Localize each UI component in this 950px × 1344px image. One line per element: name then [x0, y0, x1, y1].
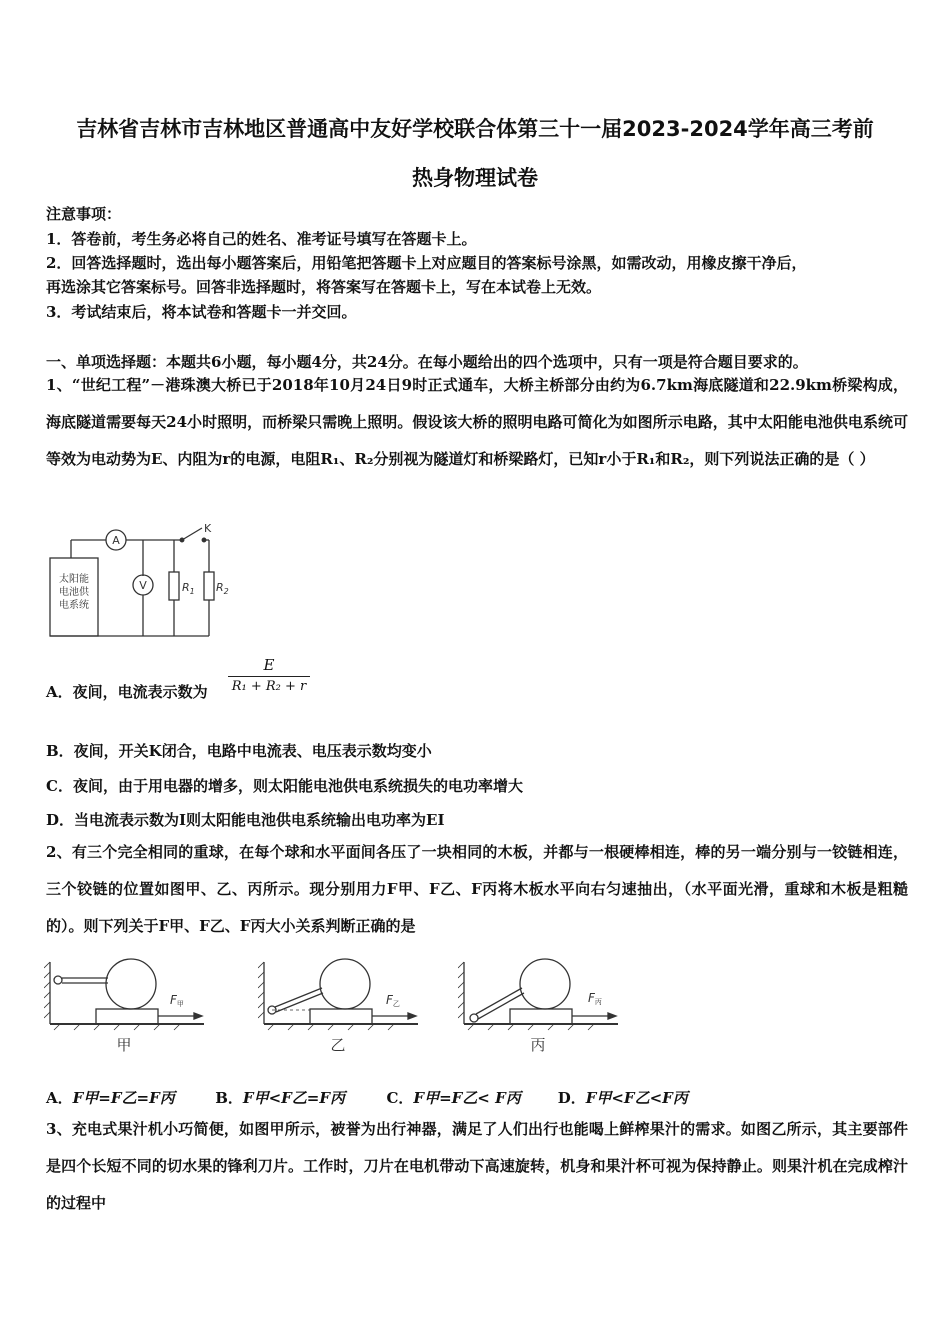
q1-option-c: C．夜间，由于用电器的增多，则太阳能电池供电系统损失的电功率增大	[46, 777, 523, 795]
hinge-icon	[470, 1014, 478, 1022]
notice-item: 1．答卷前，考生务必将自己的姓名、准考证号填写在答题卡上。	[46, 230, 477, 248]
solar-label-line: 电池供	[59, 587, 89, 598]
svg-text:V: V	[139, 579, 147, 592]
ball-icon	[106, 959, 156, 1009]
q2-figure-yi	[258, 958, 428, 1058]
q2-options	[46, 1087, 688, 1108]
exam-title-line2: 热身物理试卷	[412, 166, 538, 190]
switch-k-icon	[182, 528, 202, 540]
exam-title-line1: 吉林省吉林市吉林地区普通高中友好学校联合体第三十一届2023-2024学年高三考前	[76, 117, 874, 141]
q1-option-d: D．当电流表示数为I则太阳能电池供电系统输出电功率为EI	[46, 811, 445, 829]
board-icon	[510, 1009, 572, 1024]
ball-icon	[320, 959, 370, 1009]
board-icon	[310, 1009, 372, 1024]
hinge-icon	[54, 976, 62, 984]
solar-label-line: 电系统	[59, 600, 89, 611]
section-heading: 一、单项选择题：本题共6小题，每小题4分，共24分。在每小题给出的四个选项中，只有一项是符合题目要求的。	[46, 353, 808, 371]
q2-option-d: D．F甲<F乙<F丙	[557, 1089, 688, 1107]
solar-label-line: 太阳能	[59, 574, 89, 585]
q2-figure-bing	[458, 958, 628, 1058]
q1-option-a-fraction: E R₁ + R₂ + r	[228, 656, 310, 694]
question-2-stem: 2、有三个完全相同的重球，在每个球和水平面间各压了一块相同的木板，并都与一根硬棒相连，棒的另一端分别与一铰链相连，三个铰链的位置如图甲、乙、丙所示。现分别用力F甲、F乙、F丙将木板水平向右匀速抽出，（水平面光滑，重球和木板是粗糙的）。则下列关于F甲、F乙、F丙大小关系判断正确的是	[46, 843, 908, 935]
q2-option-b: B．F甲<F乙=F丙	[215, 1089, 346, 1107]
notice-heading: 注意事项：	[46, 205, 122, 223]
svg-text:甲: 甲	[116, 1036, 132, 1054]
q1-circuit-diagram	[44, 520, 244, 650]
svg-text:R2: $R_2$	[216, 581, 229, 596]
question-3-stem: 3、充电式果汁机小巧简便，如图甲所示，被誉为出行神器，满足了人们出行也能喝上鲜榨果汁的需求。如图乙所示，其主要部件是四个长短不同的切水果的锋利刀片。工作时，刀片在电机带动下高速旋转，机身和果汁杯可视为保持静止。则果汁机在完成榨汁的过程中	[46, 1120, 908, 1212]
notice-item: 3．考试结束后，将本试卷和答题卡一并交回。	[46, 303, 357, 321]
svg-text:F乙: F乙	[386, 993, 400, 1008]
resistor-r2-icon	[204, 572, 214, 600]
svg-text:乙: 乙	[330, 1036, 346, 1054]
q2-option-a: A．F甲=F乙=F丙	[46, 1089, 175, 1107]
ball-icon	[520, 959, 570, 1009]
q1-option-a: A．夜间，电流表示数为	[46, 683, 208, 701]
svg-text:F丙: F丙	[588, 991, 602, 1006]
q2-figure-jia	[44, 958, 214, 1058]
notice-item: 再选涂其它答案标号。回答非选择题时，将答案写在答题卡上，写在本试卷上无效。	[46, 278, 602, 296]
board-icon	[96, 1009, 158, 1024]
svg-text:F甲: F甲	[170, 993, 184, 1008]
q1-option-b: B．夜间，开关K闭合，电路中电流表、电压表示数均变小	[46, 742, 432, 760]
svg-text:K: K	[204, 522, 212, 535]
svg-text:丙: 丙	[530, 1036, 546, 1054]
resistor-r1-icon	[169, 572, 179, 600]
question-1-stem: 1、“世纪工程”－港珠澳大桥已于2018年10月24日9时正式通车，大桥主桥部分由约为6.7km海底隧道和22.9km桥梁构成，海底隧道需要每天24小时照明，而桥梁只需晚上照明。假设该大桥的照明电路可简化为如图所示电路，其中太阳能电池供电系统可等效为电动势为E、内阻为r的电源，电阻R₁、R₂分别视为隧道灯和桥梁路灯，已知r小于R₁和R₂，则下列说法正确的是（ ）	[46, 376, 908, 468]
svg-text:A: A	[112, 534, 120, 547]
notice-item: 2．回答选择题时，选出每小题答案后，用铅笔把答题卡上对应题目的答案标号涂黑，如需改动，用橡皮擦干净后，	[46, 254, 807, 272]
svg-text:R1: $R_1$	[182, 581, 195, 596]
q2-option-c: C．F甲=F乙< F丙	[386, 1089, 521, 1107]
